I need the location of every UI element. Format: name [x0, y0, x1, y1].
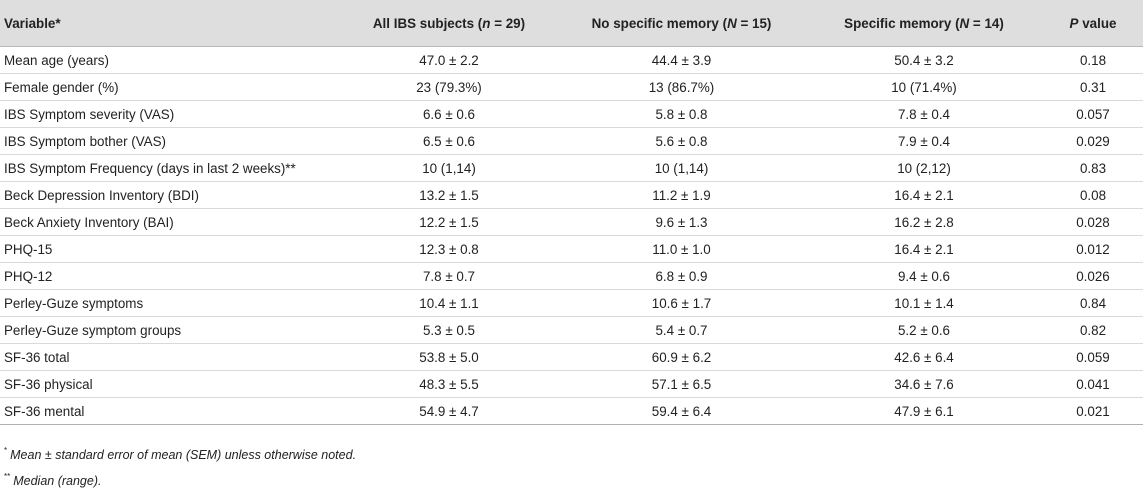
cell-no-specific-memory: 13 (86.7%)	[558, 74, 805, 101]
cell-specific-memory: 34.6 ± 7.6	[805, 371, 1043, 398]
cell-p-value: 0.08	[1043, 182, 1143, 209]
footnote-mark: **	[4, 472, 11, 481]
table-header-row	[0, 0, 1143, 47]
cell-all-subjects: 6.6 ± 0.6	[340, 101, 558, 128]
cell-no-specific-memory: 10.6 ± 1.7	[558, 290, 805, 317]
table-row	[0, 155, 1143, 182]
header-all-subjects: All IBS subjects (n = 29)	[340, 0, 558, 47]
table-row	[0, 47, 1143, 74]
cell-p-value: 0.028	[1043, 209, 1143, 236]
cell-no-specific-memory: 60.9 ± 6.2	[558, 344, 805, 371]
cell-all-subjects: 6.5 ± 0.6	[340, 128, 558, 155]
cell-all-subjects: 48.3 ± 5.5	[340, 371, 558, 398]
cell-specific-memory: 5.2 ± 0.6	[805, 317, 1043, 344]
cell-variable: PHQ-15	[0, 236, 340, 263]
table-row	[0, 371, 1143, 398]
table-row	[0, 128, 1143, 155]
cell-variable: SF-36 physical	[0, 371, 340, 398]
cell-p-value: 0.026	[1043, 263, 1143, 290]
cell-variable: PHQ-12	[0, 263, 340, 290]
footnote-mark: *	[4, 446, 8, 455]
cell-no-specific-memory: 11.2 ± 1.9	[558, 182, 805, 209]
header-no-specific-memory: No specific memory (N = 15)	[558, 0, 805, 47]
cell-p-value: 0.18	[1043, 47, 1143, 74]
cell-variable: IBS Symptom severity (VAS)	[0, 101, 340, 128]
cell-all-subjects: 53.8 ± 5.0	[340, 344, 558, 371]
header-p-value: P value	[1043, 0, 1143, 47]
cell-specific-memory: 10 (71.4%)	[805, 74, 1043, 101]
cell-variable: Beck Anxiety Inventory (BAI)	[0, 209, 340, 236]
cell-no-specific-memory: 5.6 ± 0.8	[558, 128, 805, 155]
cell-specific-memory: 50.4 ± 3.2	[805, 47, 1043, 74]
header-variable: Variable*	[0, 0, 340, 47]
cell-all-subjects: 10 (1,14)	[340, 155, 558, 182]
cell-specific-memory: 16.4 ± 2.1	[805, 236, 1043, 263]
cell-specific-memory: 10 (2,12)	[805, 155, 1043, 182]
cell-variable: IBS Symptom Frequency (days in last 2 weeks)**	[0, 155, 340, 182]
header-specific-memory: Specific memory (N = 14)	[805, 0, 1043, 47]
cell-no-specific-memory: 57.1 ± 6.5	[558, 371, 805, 398]
cell-no-specific-memory: 10 (1,14)	[558, 155, 805, 182]
cell-p-value: 0.029	[1043, 128, 1143, 155]
cell-specific-memory: 7.9 ± 0.4	[805, 128, 1043, 155]
table-row	[0, 263, 1143, 290]
cell-variable: Beck Depression Inventory (BDI)	[0, 182, 340, 209]
cell-no-specific-memory: 6.8 ± 0.9	[558, 263, 805, 290]
cell-all-subjects: 5.3 ± 0.5	[340, 317, 558, 344]
table-row	[0, 290, 1143, 317]
cell-all-subjects: 54.9 ± 4.7	[340, 398, 558, 425]
cell-variable: Mean age (years)	[0, 47, 340, 74]
cell-p-value: 0.021	[1043, 398, 1143, 425]
table-row	[0, 74, 1143, 101]
cell-specific-memory: 47.9 ± 6.1	[805, 398, 1043, 425]
cell-p-value: 0.83	[1043, 155, 1143, 182]
cell-p-value: 0.84	[1043, 290, 1143, 317]
cell-variable: SF-36 mental	[0, 398, 340, 425]
cell-no-specific-memory: 9.6 ± 1.3	[558, 209, 805, 236]
table-row	[0, 182, 1143, 209]
cell-specific-memory: 16.4 ± 2.1	[805, 182, 1043, 209]
cell-no-specific-memory: 11.0 ± 1.0	[558, 236, 805, 263]
table-row	[0, 344, 1143, 371]
cell-specific-memory: 42.6 ± 6.4	[805, 344, 1043, 371]
cell-all-subjects: 12.3 ± 0.8	[340, 236, 558, 263]
cell-no-specific-memory: 44.4 ± 3.9	[558, 47, 805, 74]
table-row	[0, 317, 1143, 344]
cell-variable: SF-36 total	[0, 344, 340, 371]
table-row	[0, 209, 1143, 236]
cell-p-value: 0.31	[1043, 74, 1143, 101]
table-row	[0, 398, 1143, 425]
cell-specific-memory: 10.1 ± 1.4	[805, 290, 1043, 317]
cell-p-value: 0.059	[1043, 344, 1143, 371]
cell-all-subjects: 7.8 ± 0.7	[340, 263, 558, 290]
cell-specific-memory: 16.2 ± 2.8	[805, 209, 1043, 236]
cell-all-subjects: 12.2 ± 1.5	[340, 209, 558, 236]
cell-p-value: 0.012	[1043, 236, 1143, 263]
cell-p-value: 0.82	[1043, 317, 1143, 344]
cell-all-subjects: 10.4 ± 1.1	[340, 290, 558, 317]
table-row	[0, 236, 1143, 263]
cell-p-value: 0.057	[1043, 101, 1143, 128]
table-body	[0, 47, 1143, 425]
footnotes	[4, 440, 356, 492]
footnote-text: Mean ± standard error of mean (SEM) unless otherwise noted.	[10, 448, 357, 462]
cell-variable: IBS Symptom bother (VAS)	[0, 128, 340, 155]
cell-no-specific-memory: 5.4 ± 0.7	[558, 317, 805, 344]
cell-all-subjects: 47.0 ± 2.2	[340, 47, 558, 74]
cell-no-specific-memory: 59.4 ± 6.4	[558, 398, 805, 425]
cell-variable: Perley-Guze symptom groups	[0, 317, 340, 344]
footnote-text: Median (range).	[13, 474, 102, 488]
cell-p-value: 0.041	[1043, 371, 1143, 398]
footnote	[4, 440, 356, 466]
cell-variable: Female gender (%)	[0, 74, 340, 101]
cell-specific-memory: 9.4 ± 0.6	[805, 263, 1043, 290]
cell-all-subjects: 23 (79.3%)	[340, 74, 558, 101]
cell-all-subjects: 13.2 ± 1.5	[340, 182, 558, 209]
cell-specific-memory: 7.8 ± 0.4	[805, 101, 1043, 128]
footnote	[4, 466, 356, 492]
cell-no-specific-memory: 5.8 ± 0.8	[558, 101, 805, 128]
table-row	[0, 101, 1143, 128]
cell-variable: Perley-Guze symptoms	[0, 290, 340, 317]
